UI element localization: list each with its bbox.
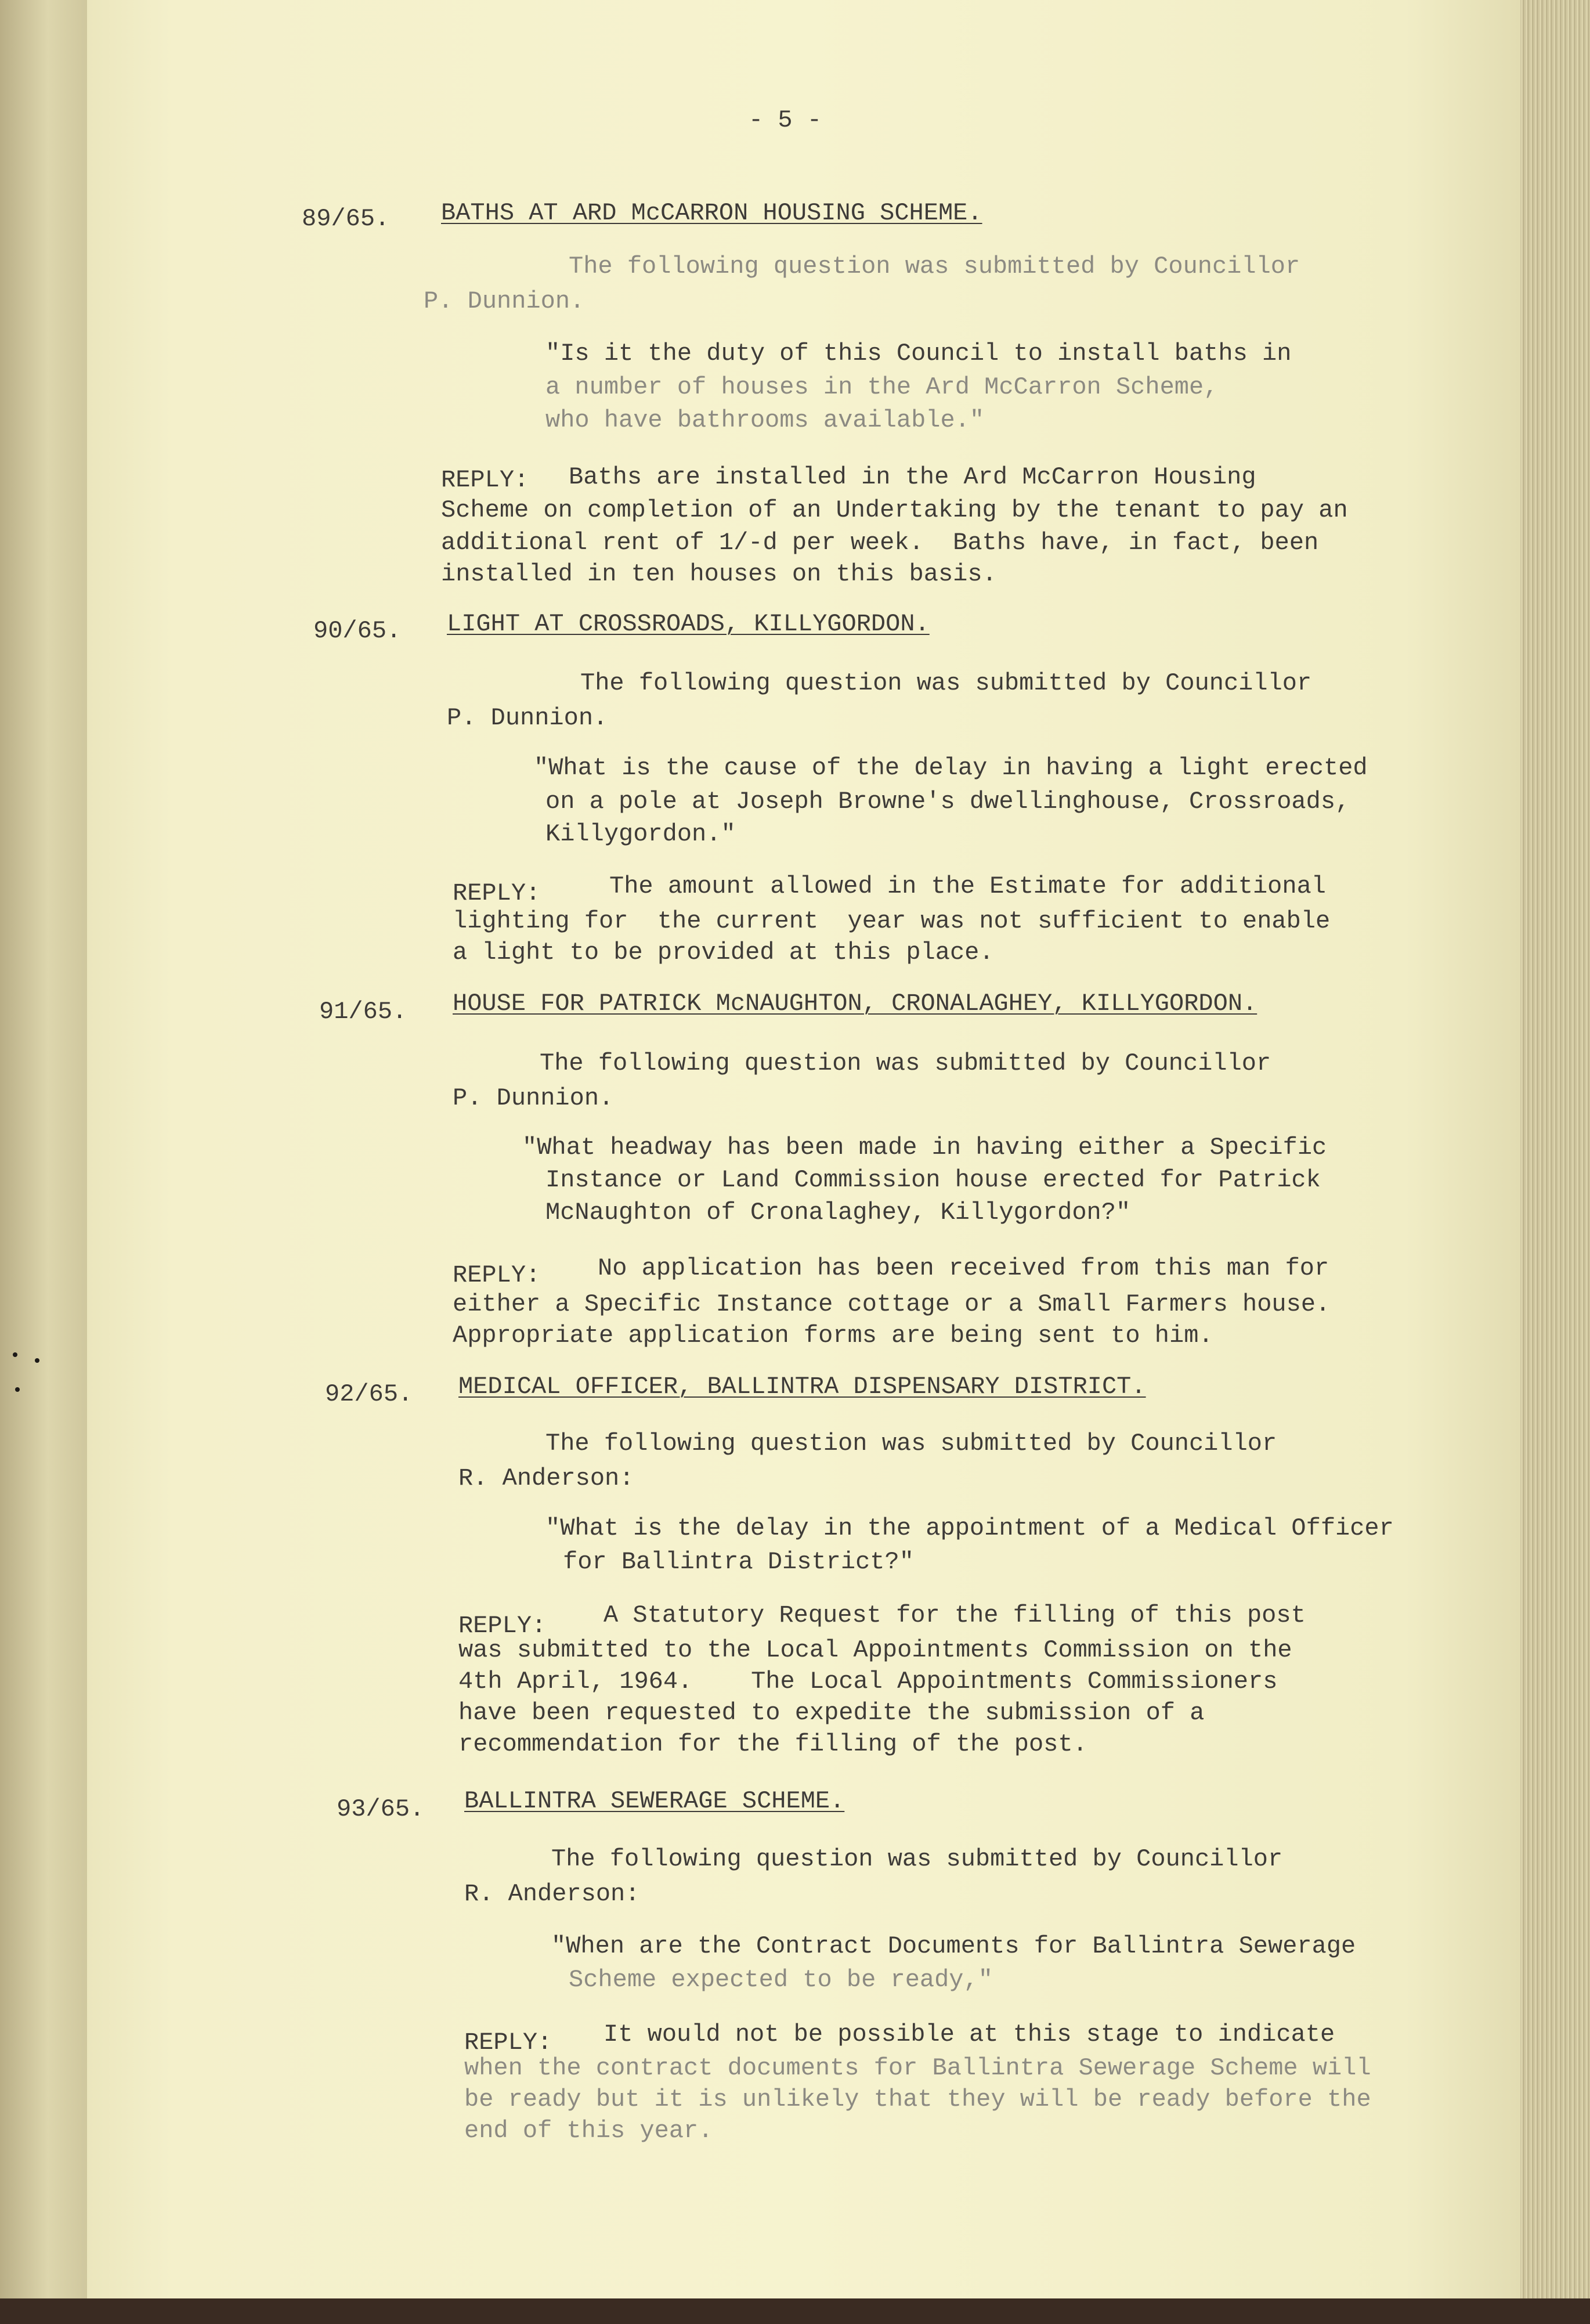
scan-speck	[13, 1352, 17, 1357]
intro-line: R. Anderson:	[458, 1464, 634, 1492]
reply-label: REPLY:	[453, 879, 541, 907]
question-line: "When are the Contract Documents for Ballintra Sewerage	[551, 1932, 1356, 1960]
question-line: "Is it the duty of this Council to install baths in	[545, 340, 1292, 367]
reply-label: REPLY:	[464, 2029, 552, 2056]
intro-line: P. Dunnion.	[424, 287, 585, 315]
item-number: 91/65.	[319, 998, 407, 1026]
reply-line: It would not be possible at this stage to indicate	[604, 2020, 1335, 2048]
question-line: on a pole at Joseph Browne's dwellinghouse, Crossroads,	[545, 788, 1350, 815]
page	[87, 0, 1520, 2298]
intro-line: The following question was submitted by Councillor	[540, 1049, 1271, 1077]
scan-speck	[35, 1358, 39, 1363]
question-line: Scheme expected to be ready,"	[569, 1966, 993, 1994]
question-line: Instance or Land Commission house erected for Patrick	[545, 1166, 1321, 1194]
question-line: a number of houses in the Ard McCarron Scheme,	[545, 373, 1219, 401]
reply-line: a light to be provided at this place.	[453, 939, 994, 966]
question-line: for Ballintra District?"	[563, 1548, 914, 1576]
page-edges	[1520, 0, 1590, 2298]
reply-line: 4th April, 1964. The Local Appointments Commissioners	[458, 1668, 1278, 1695]
reply-line: be ready but it is unlikely that they will be ready before the	[464, 2085, 1371, 2113]
item-number: 93/65.	[337, 1795, 425, 1823]
reply-line: A Statutory Request for the filling of this post	[604, 1601, 1306, 1629]
intro-line: The following question was submitted by Councillor	[545, 1430, 1277, 1457]
item-heading: HOUSE FOR PATRICK McNAUGHTON, CRONALAGHEY, KILLYGORDON.	[453, 990, 1257, 1017]
intro-line: R. Anderson:	[464, 1880, 640, 1908]
reply-line: Baths are installed in the Ard McCarron Housing	[569, 463, 1256, 491]
question-line: "What headway has been made in having either a Specific	[522, 1134, 1327, 1161]
reply-line: additional rent of 1/-d per week. Baths have, in fact, been	[441, 529, 1319, 557]
reply-line: No application has been received from this man for	[598, 1254, 1329, 1282]
item-heading: LIGHT AT CROSSROADS, KILLYGORDON.	[447, 610, 930, 638]
item-heading: MEDICAL OFFICER, BALLINTRA DISPENSARY DISTRICT.	[458, 1373, 1146, 1401]
reply-label: REPLY:	[458, 1612, 547, 1640]
reply-line: either a Specific Instance cottage or a Small Farmers house.	[453, 1290, 1331, 1318]
question-line: Killygordon."	[545, 820, 736, 848]
reply-line: was submitted to the Local Appointments Commission on the	[458, 1636, 1292, 1664]
question-line: who have bathrooms available."	[545, 406, 985, 434]
reply-line: The amount allowed in the Estimate for additional	[609, 872, 1327, 900]
item-number: 92/65.	[325, 1380, 413, 1408]
intro-line: The following question was submitted by Councillor	[580, 669, 1312, 697]
scan-speck	[15, 1387, 20, 1392]
reply-line: Appropriate application forms are being sent to him.	[453, 1322, 1213, 1349]
reply-line: installed in ten houses on this basis.	[441, 560, 997, 588]
reply-line: lighting for the current year was not sufficient to enable	[453, 907, 1331, 935]
reply-label: REPLY:	[453, 1261, 541, 1289]
reply-line: recommendation for the filling of the post.	[458, 1730, 1087, 1758]
question-line: "What is the cause of the delay in having a light erected	[534, 754, 1368, 782]
reply-line: Scheme on completion of an Undertaking by the tenant to pay an	[441, 496, 1348, 524]
question-line: "What is the delay in the appointment of a Medical Officer	[545, 1514, 1394, 1542]
reply-line: when the contract documents for Ballintra Sewerage Scheme will	[464, 2054, 1371, 2082]
reply-line: end of this year.	[464, 2117, 713, 2145]
page-number: - 5 -	[749, 106, 822, 134]
item-number: 90/65.	[313, 617, 402, 645]
item-number: 89/65.	[302, 205, 390, 233]
intro-line: P. Dunnion.	[447, 704, 608, 732]
intro-line: The following question was submitted by Councillor	[569, 252, 1300, 280]
reply-line: have been requested to expedite the submission of a	[458, 1699, 1205, 1727]
scan-border	[0, 2298, 1590, 2324]
item-heading: BALLINTRA SEWERAGE SCHEME.	[464, 1787, 845, 1815]
reply-label: REPLY:	[441, 466, 529, 494]
intro-line: P. Dunnion.	[453, 1084, 614, 1112]
question-line: McNaughton of Cronalaghey, Killygordon?"	[545, 1199, 1131, 1226]
intro-line: The following question was submitted by Councillor	[551, 1845, 1283, 1873]
book-binding	[0, 0, 87, 2324]
item-heading: BATHS AT ARD McCARRON HOUSING SCHEME.	[441, 199, 982, 227]
